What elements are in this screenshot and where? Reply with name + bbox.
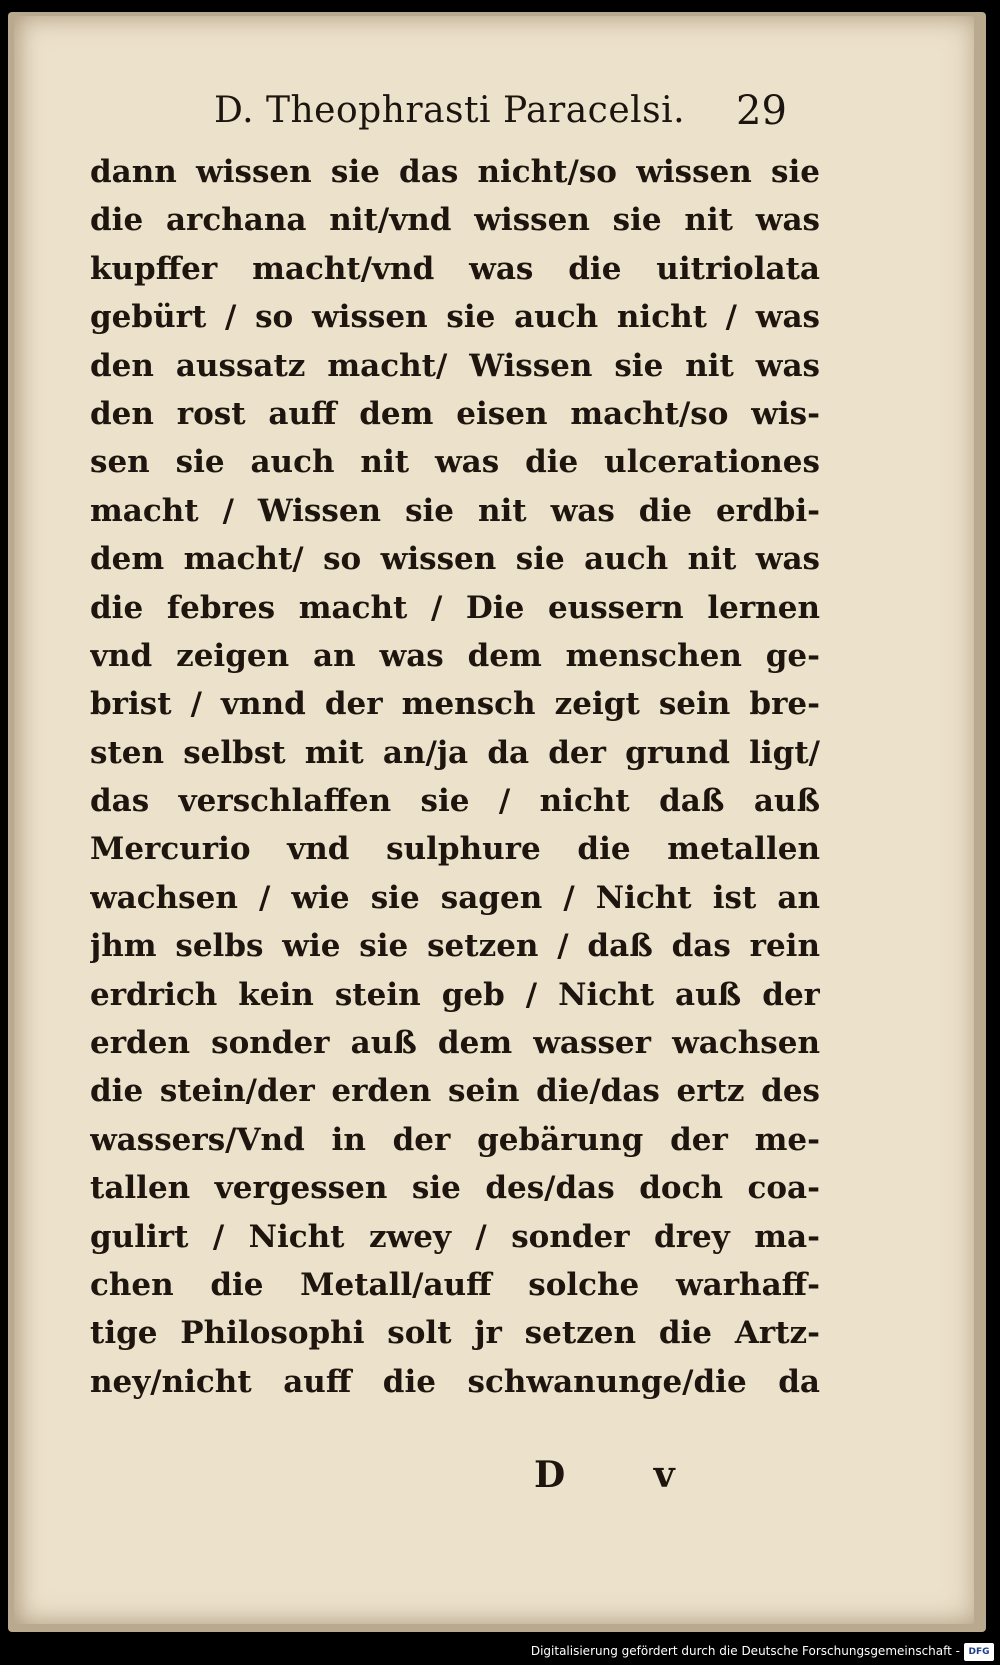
- text-line: sten selbst mit an/ja da der grund ligt/: [90, 734, 820, 771]
- text-line: erden sonder auß dem wasser wachsen: [90, 1025, 820, 1062]
- text-line: vnd zeigen an was dem menschen ge-: [90, 637, 820, 674]
- text-line: den aussatz macht/ Wissen sie nit was: [90, 347, 820, 384]
- text-line: kupffer macht/vnd was die uitriolata: [90, 250, 820, 287]
- funding-credit: Digitalisierung gefördert durch die Deutsche Forschungsgemeinschaft -: [530, 1644, 960, 1658]
- text-line: das verschlaffen sie / nicht daß auß: [90, 783, 820, 820]
- running-title: D. Theophrasti Paracelsi.: [214, 90, 686, 131]
- page-header: [74, 78, 814, 138]
- text-line: die febres macht / Die eussern lernen: [90, 589, 820, 626]
- text-line: ney/nicht auff die schwanunge/die da: [90, 1363, 820, 1400]
- signature-mark: D v: [534, 1454, 713, 1496]
- text-line: Mercurio vnd sulphure die metallen: [90, 831, 820, 868]
- footer-bar: [0, 1640, 1000, 1665]
- text-line: gebürt / so wissen sie auch nicht / was: [90, 299, 820, 336]
- dfg-logo: DFG: [964, 1643, 994, 1661]
- page-number: 29: [736, 88, 787, 134]
- text-line: macht / Wissen sie nit was die erdbi-: [90, 492, 820, 529]
- text-line: wachsen / wie sie sagen / Nicht ist an: [90, 879, 820, 916]
- body-text: [90, 148, 820, 1406]
- text-line: wassers/Vnd in der gebärung der me-: [90, 1121, 820, 1158]
- text-line: sen sie auch nit was die ulcerationes: [90, 444, 820, 481]
- text-line: erdrich kein stein geb / Nicht auß der: [90, 976, 820, 1013]
- text-line: tallen vergessen sie des/das doch coa-: [90, 1170, 820, 1207]
- text-line: brist / vnnd der mensch zeigt sein bre-: [90, 686, 820, 723]
- text-line: jhm selbs wie sie setzen / daß das rein: [90, 928, 820, 965]
- text-line: den rost auff dem eisen macht/so wis-: [90, 395, 820, 432]
- text-line: chen die Metall/auff solche warhaff-: [90, 1266, 820, 1303]
- text-line: tige Philosophi solt jr setzen die Artz-: [90, 1315, 820, 1352]
- text-line: gulirt / Nicht zwey / sonder drey ma-: [90, 1218, 820, 1255]
- text-line: die archana nit/vnd wissen sie nit was: [90, 202, 820, 239]
- text-line: dem macht/ so wissen sie auch nit was: [90, 541, 820, 578]
- book-page: [14, 16, 974, 1624]
- text-line: die stein/der erden sein die/das ertz des: [90, 1073, 820, 1110]
- text-line: dann wissen sie das nicht/so wissen sie: [90, 154, 820, 190]
